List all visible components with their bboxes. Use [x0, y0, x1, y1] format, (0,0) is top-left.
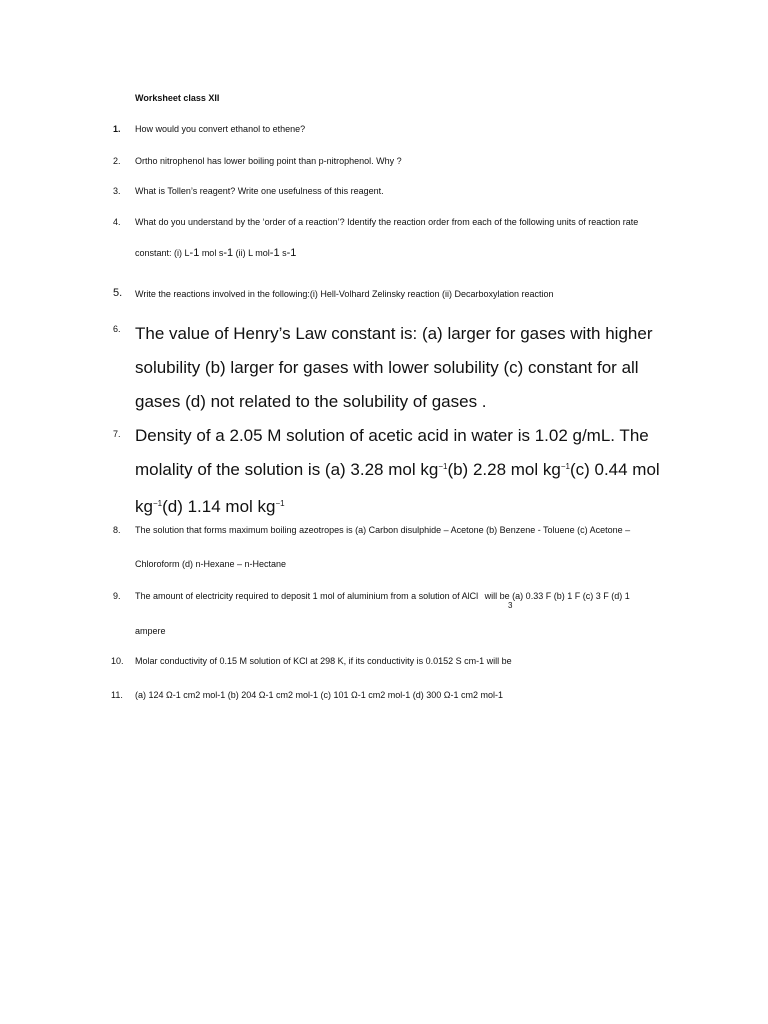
text-fragment: mol s: [199, 248, 224, 258]
exponent: −1: [438, 462, 448, 471]
question-text: (a) 124 Ω-1 cm2 mol-1 (b) 204 Ω-1 cm2 mol-1 (c) 101 Ω-1 cm2 mol-1 (d) 300 Ω-1 cm2 mol-1: [135, 690, 504, 700]
text-fragment: (b) 2.28 mol kg: [447, 460, 561, 479]
question-text-line2: Chloroform (d) n-Hexane – n-Hectane: [135, 559, 287, 569]
question-number: 11.: [111, 690, 123, 700]
exponent: −1: [560, 462, 570, 471]
question-text-line2: ampere: [135, 626, 166, 636]
question-text: How would you convert ethanol to ethene?: [135, 124, 306, 134]
question-number: 5.: [113, 287, 123, 299]
question-number: 1.: [113, 124, 121, 134]
question-text-line1: What do you understand by the ‘order of a reaction’? Identify the reaction order from each of the following units of reaction rate: [135, 217, 639, 227]
question-text: The value of Henry’s Law constant is: (a) larger for gases with higher solubility (b) larger for gases with lower solubility (c) constant for all gases (d) not related to the solubility of gases .: [135, 324, 653, 411]
question-text-line1: [135, 591, 630, 601]
text-fragment: The amount of electricity required to deposit 1 mol of aluminium from a solution of AlCl: [135, 591, 479, 601]
question-number: 7.: [113, 429, 121, 439]
exponent: -1: [286, 247, 297, 259]
exponent: −1: [152, 499, 163, 508]
question-number: 9.: [113, 591, 121, 601]
question-text: Write the reactions involved in the following:(i) Hell-Volhard Zelinsky reaction (ii) Decarboxylation reaction: [135, 289, 554, 299]
question-number: 4.: [113, 217, 121, 227]
text-fragment: (ii) L mol: [233, 248, 270, 258]
question-text-line1: The solution that forms maximum boiling azeotropes is (a) Carbon disulphide – Acetone (b) Benzene - Toluene (c) Acetone –: [135, 525, 631, 535]
text-fragment: Density of a 2.05 M solution of acetic acid in water is 1.02 g/mL. The molality of the solution is (a) 3.28 mol kg: [135, 426, 649, 479]
text-fragment: (c) 0.44 mol kg: [135, 460, 660, 516]
exponent: -1: [223, 247, 234, 259]
text-fragment: constant: (i) L: [135, 248, 190, 258]
text-fragment: will be (a) 0.33 F (b) 1 F (c) 3 F (d) 1: [482, 591, 630, 601]
question-text: What is Tollen’s reagent? Write one usefulness of this reagent.: [135, 186, 384, 196]
subscript: 3: [508, 601, 513, 610]
question-text: Molar conductivity of 0.15 M solution of KCl at 298 K, if its conductivity is 0.0152 S cm-1 will be: [135, 656, 512, 666]
question-text-line2: [135, 247, 296, 259]
question-number: 8.: [113, 525, 121, 535]
question-text: Ortho nitrophenol has lower boiling point than p-nitrophenol. Why ?: [135, 156, 402, 166]
question-number: 2.: [113, 156, 121, 166]
exponent: -1: [269, 247, 280, 259]
question-number: 6.: [113, 324, 121, 334]
question-number: 10.: [111, 656, 124, 666]
exponent: −1: [275, 499, 285, 508]
question-number: 3.: [113, 186, 121, 196]
text-fragment: s: [279, 248, 287, 258]
exponent: -1: [189, 247, 200, 259]
question-text: [135, 419, 675, 527]
page-title: Worksheet class XII: [135, 93, 220, 103]
text-fragment: (d) 1.14 mol kg: [162, 497, 276, 516]
